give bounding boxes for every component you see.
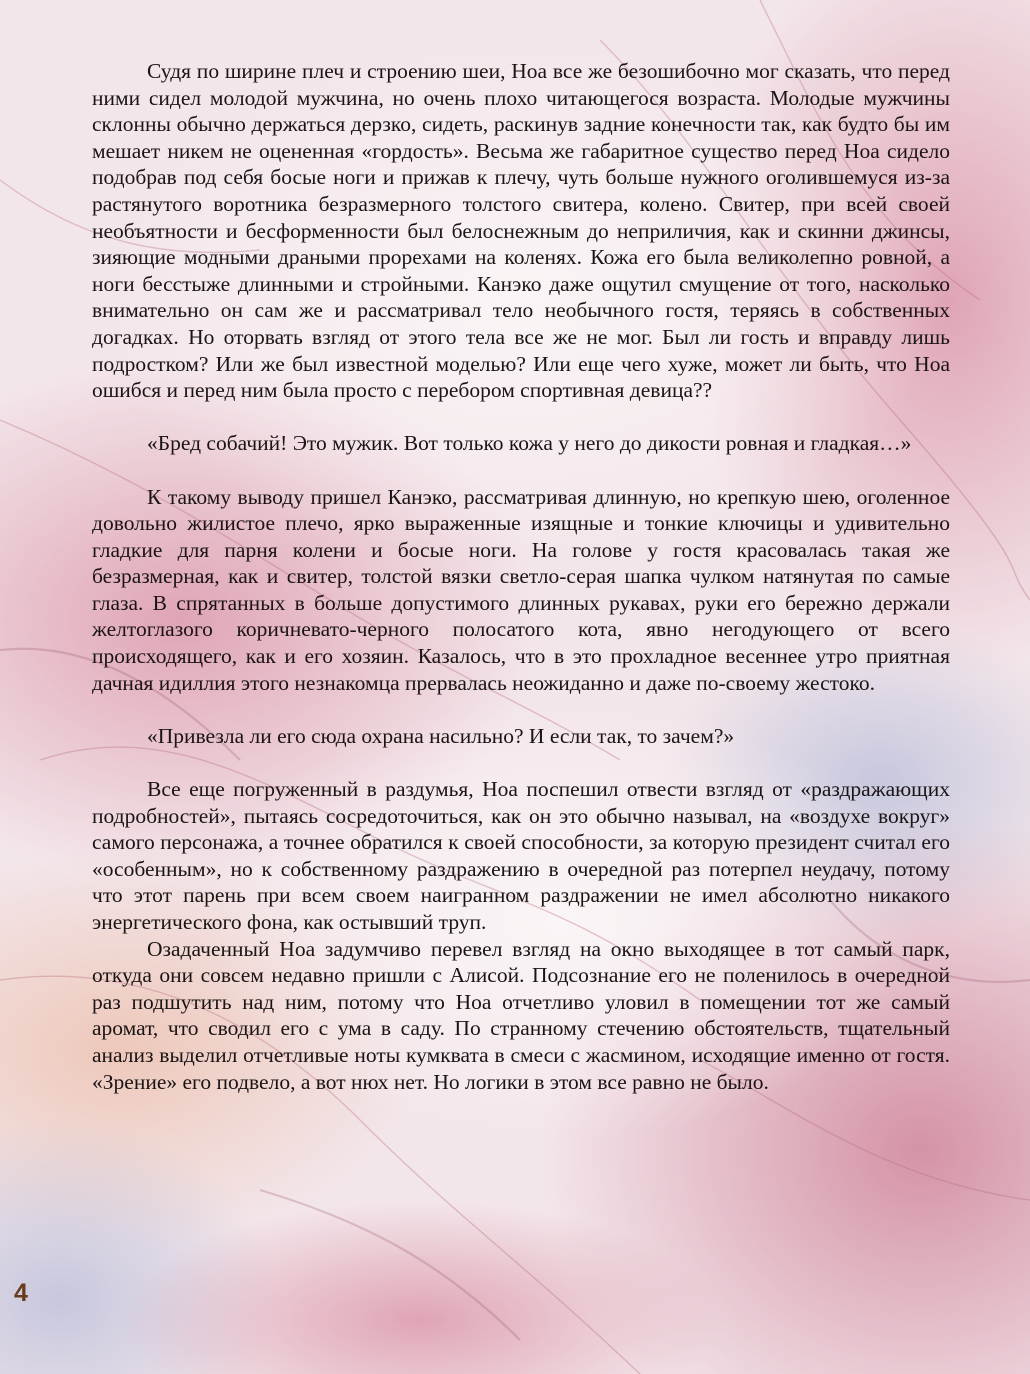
paragraph: Озадаченный Ноа задумчиво перевел взгляд на окно выходящее в тот самый парк, откуда они совсем недавно пришли с Алисой. Подсознание его не поленилось в очередной раз подшутить над ним, потому что Ноа отчетливо уловил в помещении тот же самый аромат, что сводил его с ума в саду. По странному стечению обстоятельств, тщательный анализ выделил отчетливые ноты кумквата в смеси с жасмином, исходящие именно от гостя. «Зрение» его подвело, а вот нюх нет. Но логики в этом все равно не было.: [92, 936, 950, 1094]
paragraph-quote: «Бред собачий! Это мужик. Вот только кожа у него до дикости ровная и гладкая…»: [147, 431, 912, 456]
article-body: [92, 58, 950, 1095]
paragraph: Судя по ширине плеч и строению шеи, Ноа все же безошибочно мог сказать, что перед ними сидел молодой мужчина, но очень плохо читающегося возраста. Молодые мужчины склонны обычно держаться дерзко, сидеть, раскинув задние конечности так, как будто бы им мешает никем не оцененная «гордость». Весьма же габаритное существо перед Ноа сидело подобрав под себя босые ноги и прижав к плечу, чуть больше нужного оголившемуся из-за растянутого воротника безразмерного толстого свитера, колено. Свитер, при всей своей необъятности и бесформенности был белоснежным до неприличия, как и скинни джинсы, зияющие модными драными прорехами на коленях. Кожа его была великолепно ровной, а ноги бесстыже длинными и стройными. Канэко даже ощутил смущение от того, насколько внимательно он сам же и рассматривал тело необычного гостя, теряясь в собственных догадках. Но оторвать взгляд от этого тела все же не мог. Был ли гость и вправду лишь подростком? Или же был известной моделью? Или еще чего хуже, может ли быть, что Ноа ошибся и перед ним была просто с перебором спортивная девица??: [92, 59, 950, 403]
paragraph: К такому выводу пришел Канэко, рассматривая длинную, но крепкую шею, оголенное довольно жилистое плечо, ярко выраженные изящные и тонкие ключицы и удивительно гладкие для парня колени и босые ноги. На голове у гостя красовалась такая же безразмерная, как и свитер, толстой вязки светло-серая шапка чулком натянутая по самые глаза. В спрятанных в больше допустимого длинных рукавах, руки его бережно держали желтоглазого коричневато-черного полосатого кота, явно негодующего от всего происходящего, как и его хозяин. Казалось, что в это прохладное весеннее утро приятная дачная идиллия этого незнакомца прервалась неожиданно и даже по-своему жестоко.: [92, 484, 950, 695]
paragraph-quote: «Привезла ли его сюда охрана насильно? И если так, то зачем?»: [147, 723, 735, 748]
paragraph: Все еще погруженный в раздумья, Ноа поспешил отвести взгляд от «раздражающих подробностей», пытаясь сосредоточиться, как он это обычно называл, на «воздухе вокруг» самого персонажа, а точнее обратился к своей способности, за которую президент считал его «особенным», но к собственному раздражению в очередной раз потерпел неудачу, потому что этот парень при всем своем наигранном раздражении не имел абсолютно никакого энергетического фона, как остывший труп.: [92, 777, 950, 934]
page-number: 4: [14, 1279, 28, 1307]
